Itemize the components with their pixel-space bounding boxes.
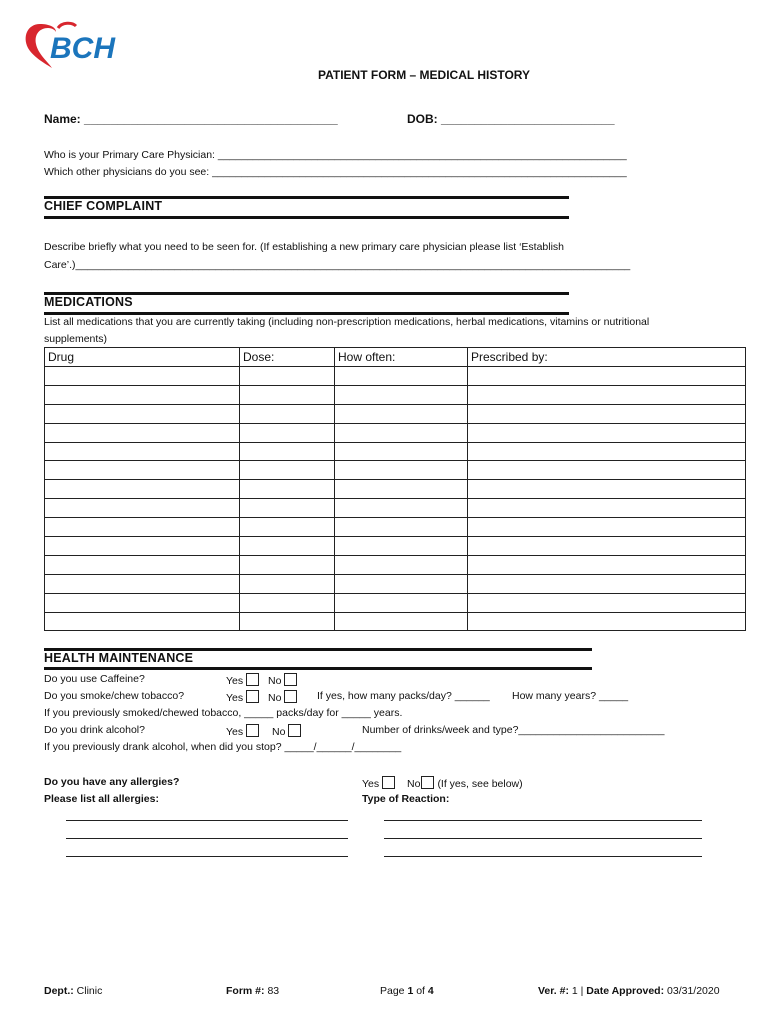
medication-cell[interactable] (335, 518, 468, 537)
allergies-no-checkbox[interactable] (421, 776, 434, 789)
reaction-line[interactable] (384, 856, 702, 857)
medications-heading: MEDICATIONS (44, 295, 133, 309)
medication-cell[interactable] (45, 461, 240, 480)
chief-complaint-field[interactable]: Care’.)_______________________________________________________________________________________________ (44, 259, 631, 271)
no-label: No (272, 726, 286, 738)
medication-cell[interactable] (240, 612, 335, 631)
caffeine-no-checkbox[interactable] (284, 673, 297, 686)
health-maintenance-heading: HEALTH MAINTENANCE (44, 651, 194, 665)
years-field[interactable]: How many years? _____ (512, 690, 629, 702)
page-prefix: Page (380, 985, 405, 997)
medication-cell[interactable] (335, 555, 468, 574)
medication-cell[interactable] (335, 385, 468, 404)
medication-cell[interactable] (468, 593, 746, 612)
table-row (45, 537, 746, 556)
table-row (45, 518, 746, 537)
section-rule (44, 667, 592, 670)
name-field[interactable]: Name: ______________________________________ (44, 112, 338, 126)
medication-cell[interactable] (240, 555, 335, 574)
medication-cell[interactable] (240, 404, 335, 423)
medication-cell[interactable] (468, 499, 746, 518)
ver-label: Ver. #: (538, 985, 569, 997)
table-row (45, 612, 746, 631)
medication-cell[interactable] (335, 574, 468, 593)
medication-cell[interactable] (45, 367, 240, 386)
footer-page (380, 985, 434, 997)
footer-dept (44, 985, 102, 997)
tobacco-no[interactable] (268, 690, 297, 704)
col-how-often: How often: (335, 348, 468, 367)
medication-cell[interactable] (468, 461, 746, 480)
medication-cell[interactable] (468, 442, 746, 461)
tobacco-no-checkbox[interactable] (284, 690, 297, 703)
alcohol-question: Do you drink alcohol? (44, 724, 145, 736)
yes-label: Yes (226, 726, 244, 738)
medication-cell[interactable] (45, 537, 240, 556)
alcohol-yes-checkbox[interactable] (246, 724, 259, 737)
table-row (45, 423, 746, 442)
medication-cell[interactable] (240, 423, 335, 442)
medication-cell[interactable] (45, 518, 240, 537)
reaction-label: Type of Reaction: (362, 793, 450, 805)
table-row (45, 574, 746, 593)
tobacco-yes-checkbox[interactable] (246, 690, 259, 703)
table-row (45, 461, 746, 480)
form-label: Form #: (226, 985, 265, 997)
caffeine-no[interactable] (268, 673, 297, 687)
table-row (45, 499, 746, 518)
prev-tobacco-field[interactable]: If you previously smoked/chewed tobacco, _____ packs/day for _____ years. (44, 707, 403, 719)
col-drug: Drug (45, 348, 240, 367)
table-row (45, 442, 746, 461)
bch-logo (22, 18, 132, 70)
other-physicians-field[interactable]: Which other physicians do you see: _______________________________________________________________________ (44, 166, 627, 178)
medication-cell[interactable] (45, 555, 240, 574)
medication-cell[interactable] (45, 593, 240, 612)
medications-intro-cont: supplements) (44, 333, 108, 345)
no-label: No (268, 675, 282, 687)
prev-alcohol-field[interactable]: If you previously drank alcohol, when did you stop? _____/______/________ (44, 741, 402, 753)
table-row (45, 593, 746, 612)
medication-cell[interactable] (335, 499, 468, 518)
dept-label: Dept.: (44, 985, 74, 997)
reaction-line[interactable] (384, 820, 702, 821)
page-num: 1 (407, 985, 414, 997)
page-of: of (416, 985, 425, 997)
drinks-week-field[interactable]: Number of drinks/week and type?_________________________ (362, 724, 665, 736)
chief-complaint-prompt: Describe briefly what you need to be seen for. (If establishing a new primary care physician please list ‘Establish (44, 241, 565, 253)
form-value: 83 (267, 985, 280, 997)
medication-cell[interactable] (468, 574, 746, 593)
col-prescribed-by: Prescribed by: (468, 348, 746, 367)
medication-cell[interactable] (240, 593, 335, 612)
table-header-row (45, 348, 746, 367)
dept-value: Clinic (76, 985, 103, 997)
medication-cell[interactable] (468, 518, 746, 537)
medication-cell[interactable] (335, 480, 468, 499)
medication-cell[interactable] (335, 612, 468, 631)
medication-cell[interactable] (240, 385, 335, 404)
chief-complaint-heading: CHIEF COMPLAINT (44, 199, 163, 213)
medication-cell[interactable] (45, 385, 240, 404)
medication-cell[interactable] (240, 442, 335, 461)
allergy-line[interactable] (66, 856, 348, 857)
no-label: No (268, 692, 282, 704)
alcohol-yes[interactable] (226, 724, 259, 738)
medication-cell[interactable] (335, 442, 468, 461)
medication-cell[interactable] (335, 367, 468, 386)
medication-cell[interactable] (468, 423, 746, 442)
medication-cell[interactable] (335, 404, 468, 423)
ver-value: 1 (571, 985, 578, 997)
medications-table (44, 347, 746, 631)
reaction-line[interactable] (384, 838, 702, 839)
yes-label: Yes (226, 692, 244, 704)
page-total: 4 (427, 985, 434, 997)
section-rule (44, 312, 569, 315)
medication-cell[interactable] (45, 499, 240, 518)
allergies-list-label: Please list all allergies: (44, 793, 159, 805)
medication-cell[interactable] (45, 480, 240, 499)
medication-cell[interactable] (240, 518, 335, 537)
medication-cell[interactable] (335, 537, 468, 556)
caffeine-yes-checkbox[interactable] (246, 673, 259, 686)
date-label: Date Approved: (586, 985, 665, 997)
tobacco-yes[interactable] (226, 690, 259, 704)
medication-cell[interactable] (335, 593, 468, 612)
ver-sep: | (580, 985, 584, 997)
medication-cell[interactable] (468, 367, 746, 386)
allergies-no[interactable] (407, 776, 523, 790)
caffeine-yes[interactable] (226, 673, 259, 687)
medication-cell[interactable] (45, 442, 240, 461)
medication-cell[interactable] (45, 574, 240, 593)
medication-cell[interactable] (240, 537, 335, 556)
medication-cell[interactable] (468, 404, 746, 423)
allergies-yes-checkbox[interactable] (382, 776, 395, 789)
section-rule (44, 216, 569, 219)
dob-field[interactable]: DOB: __________________________ (407, 112, 615, 126)
medication-cell[interactable] (468, 385, 746, 404)
table-row (45, 367, 746, 386)
medication-cell[interactable] (468, 612, 746, 631)
table-row (45, 404, 746, 423)
medication-cell[interactable] (335, 461, 468, 480)
alcohol-no[interactable] (272, 724, 301, 738)
no-label: No (407, 778, 421, 790)
medication-cell[interactable] (240, 499, 335, 518)
table-row (45, 555, 746, 574)
table-row (45, 480, 746, 499)
footer-version (538, 985, 720, 997)
allergies-yes[interactable] (362, 776, 395, 790)
medication-cell[interactable] (240, 574, 335, 593)
allergy-line[interactable] (66, 820, 348, 821)
allergy-line[interactable] (66, 838, 348, 839)
medication-cell[interactable] (45, 404, 240, 423)
see-below-note: (If yes, see below) (437, 778, 523, 790)
yes-label: Yes (362, 778, 380, 790)
medication-cell[interactable] (335, 423, 468, 442)
footer-form (226, 985, 279, 997)
tobacco-question: Do you smoke/chew tobacco? (44, 690, 185, 702)
col-dose: Dose: (240, 348, 335, 367)
medication-cell[interactable] (468, 555, 746, 574)
medication-cell[interactable] (240, 480, 335, 499)
medications-intro: List all medications that you are currently taking (including non-prescription medications, herbal medications, vitamins or nutritional (44, 316, 650, 328)
packs-per-day-field[interactable]: If yes, how many packs/day? ______ (317, 690, 490, 702)
medication-cell[interactable] (468, 537, 746, 556)
alcohol-no-checkbox[interactable] (288, 724, 301, 737)
caffeine-question: Do you use Caffeine? (44, 673, 145, 685)
medication-cell[interactable] (45, 423, 240, 442)
table-row (45, 385, 746, 404)
medication-cell[interactable] (468, 480, 746, 499)
date-value: 03/31/2020 (667, 985, 720, 997)
allergies-question: Do you have any allergies? (44, 776, 180, 788)
page-title: PATIENT FORM – MEDICAL HISTORY (318, 68, 531, 82)
medication-cell[interactable] (240, 367, 335, 386)
pcp-field[interactable]: Who is your Primary Care Physician: ______________________________________________________________________ (44, 149, 627, 161)
medication-cell[interactable] (45, 612, 240, 631)
logo-text: BCH (50, 32, 115, 65)
medication-cell[interactable] (240, 461, 335, 480)
yes-label: Yes (226, 675, 244, 687)
